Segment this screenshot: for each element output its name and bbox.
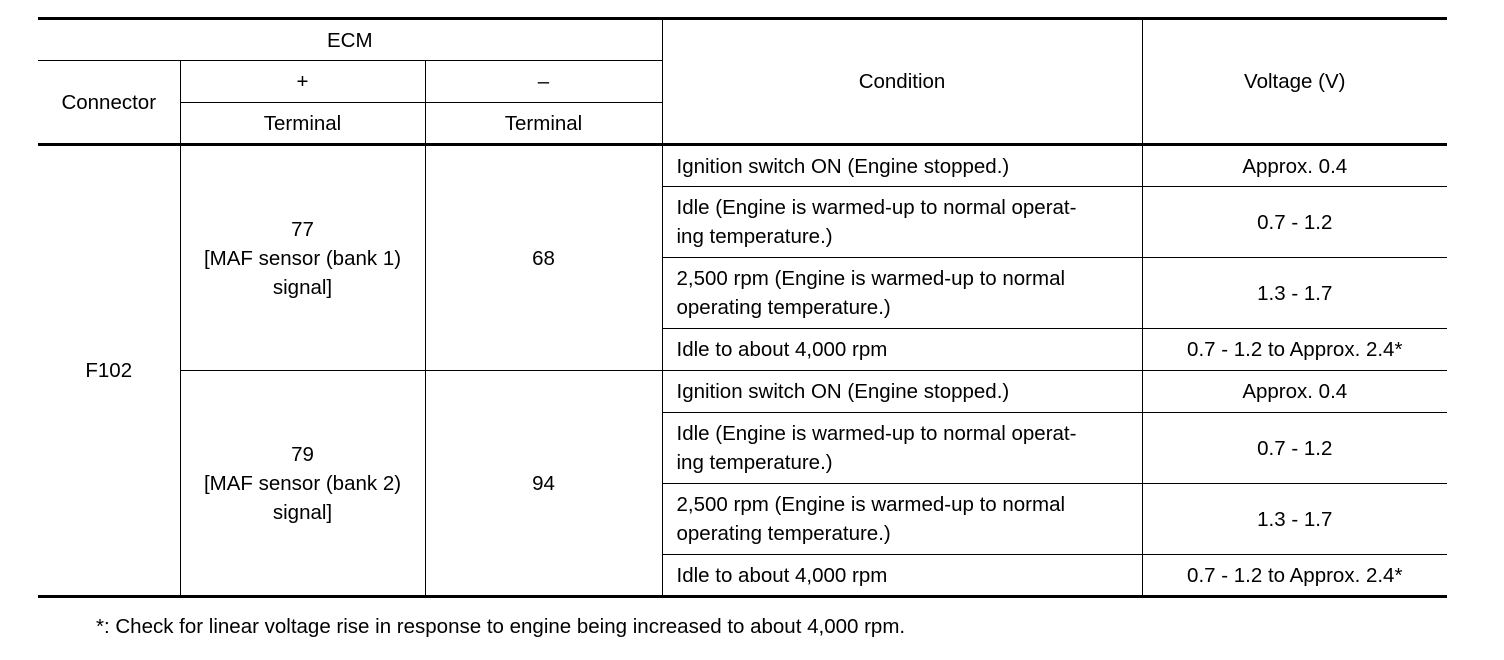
condition-line1: Idle to about 4,000 rpm [676,338,888,361]
condition-cell [662,258,1142,329]
plus-terminal-number: 77 [291,217,314,241]
voltage-cell: 0.7 - 1.2 to Approx. 2.4* [1142,329,1447,371]
plus-terminal-cell [180,145,425,371]
condition-line2: ing temperature.) [676,451,833,474]
minus-header: – [425,61,662,103]
condition-cell [662,145,1142,187]
connector-header: Connector [38,61,180,145]
condition-cell [662,484,1142,555]
condition-cell [662,329,1142,371]
plus-header: + [180,61,425,103]
condition-line1: Idle (Engine is warmed-up to normal operat- [676,196,1077,219]
condition-cell [662,371,1142,413]
table-header [38,19,1447,145]
plus-signal-line1: [MAF sensor (bank 1) [203,246,402,270]
voltage-cell: 0.7 - 1.2 [1142,187,1447,258]
condition-line1: Ignition switch ON (Engine stopped.) [676,380,1010,403]
voltage-cell: Approx. 0.4 [1142,371,1447,413]
voltage-cell: 0.7 - 1.2 to Approx. 2.4* [1142,555,1447,597]
table-body [38,145,1447,597]
voltage-header: Voltage (V) [1142,19,1447,145]
connector-cell: F102 [38,145,180,597]
condition-line2: operating temperature.) [676,296,891,319]
table-row [38,145,1447,187]
condition-line1: Idle to about 4,000 rpm [676,563,888,587]
ecm-header: ECM [38,19,662,61]
plus-signal-line2: signal] [272,275,333,299]
plus-signal-line1: [MAF sensor (bank 2) [203,471,402,495]
condition-line2: ing temperature.) [676,225,833,248]
condition-cell [662,555,1142,597]
voltage-cell: 1.3 - 1.7 [1142,484,1447,555]
footnote: *: Check for linear voltage rise in response to engine being increased to about 4,000 rpm. [96,615,906,638]
condition-header: Condition [662,19,1142,145]
plus-terminal-header: Terminal [180,103,425,145]
voltage-cell: 1.3 - 1.7 [1142,258,1447,329]
table-row [38,371,1447,413]
condition-line1: Idle (Engine is warmed-up to normal operat- [676,422,1077,445]
condition-line1: 2,500 rpm (Engine is warmed-up to normal [676,493,1066,516]
plus-signal-line2: signal] [272,500,333,524]
condition-cell [662,187,1142,258]
condition-line2: operating temperature.) [676,522,891,545]
voltage-cell: 0.7 - 1.2 [1142,413,1447,484]
condition-line1: 2,500 rpm (Engine is warmed-up to normal [676,267,1066,290]
condition-line1: Ignition switch ON (Engine stopped.) [676,154,1010,178]
minus-terminal-cell: 94 [425,371,662,597]
plus-terminal-cell [180,371,425,597]
minus-terminal-cell: 68 [425,145,662,371]
ecm-terminal-table [38,17,1447,598]
voltage-cell: Approx. 0.4 [1142,145,1447,187]
plus-terminal-number: 79 [291,442,314,466]
condition-cell [662,413,1142,484]
minus-terminal-header: Terminal [425,103,662,145]
